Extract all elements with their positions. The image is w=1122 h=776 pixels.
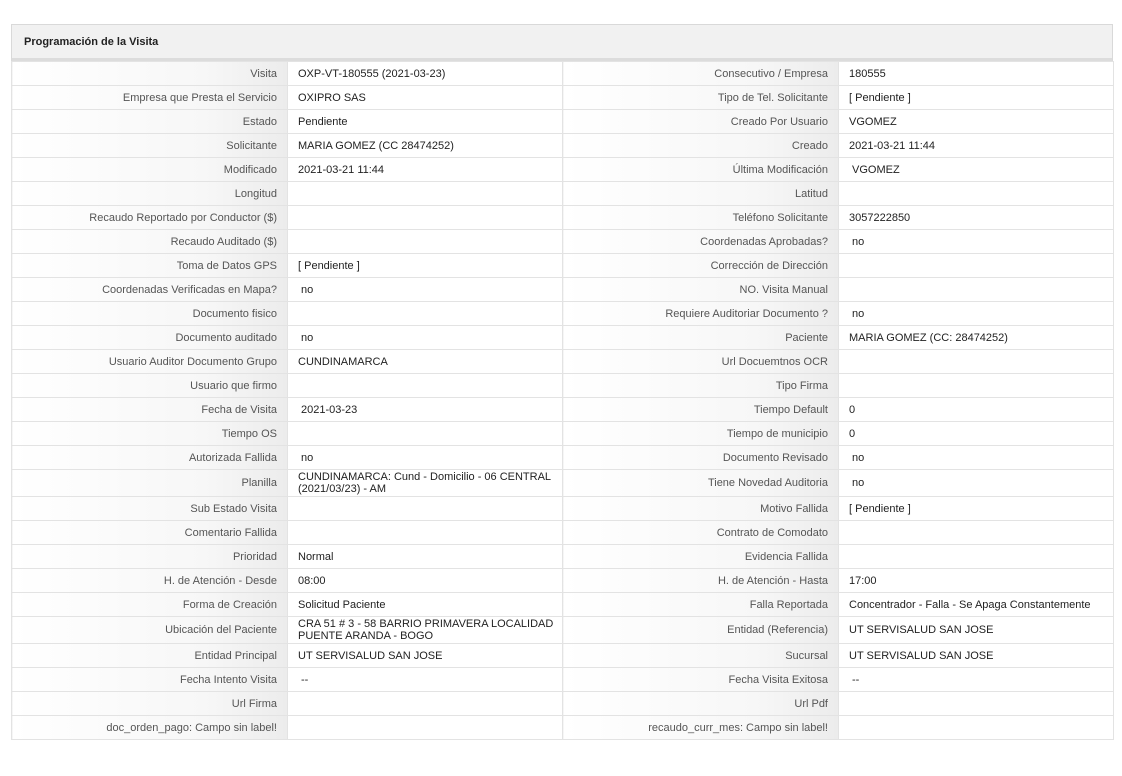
field-value-falla-reportada: Concentrador - Falla - Se Apaga Constantemente [839, 593, 1114, 617]
field-label-tiempo-os: Tiempo OS [12, 422, 288, 446]
field-label-requiere-auditoriar-documento: Requiere Auditoriar Documento ? [563, 302, 839, 326]
field-label-ubicacion-del-paciente: Ubicación del Paciente [12, 617, 288, 644]
field-value-coordenadas-aprobadas: no [839, 230, 1114, 254]
field-label-visita: Visita [12, 62, 288, 86]
table-row [12, 62, 1114, 86]
field-label-recaudo-curr-mes-campo-sin-label: recaudo_curr_mes: Campo sin label! [563, 716, 839, 740]
field-label-sucursal: Sucursal [563, 644, 839, 668]
table-row [12, 422, 1114, 446]
table-row [12, 692, 1114, 716]
field-label-autorizada-fallida: Autorizada Fallida [12, 446, 288, 470]
field-label-ultima-modificacion: Última Modificación [563, 158, 839, 182]
field-label-contrato-de-comodato: Contrato de Comodato [563, 521, 839, 545]
field-value-fecha-intento-visita: -- [288, 668, 563, 692]
field-value-creado-por-usuario: VGOMEZ [839, 110, 1114, 134]
field-value-requiere-auditoriar-documento: no [839, 302, 1114, 326]
field-value-contrato-de-comodato [839, 521, 1114, 545]
field-label-creado-por-usuario: Creado Por Usuario [563, 110, 839, 134]
field-label-consecutivo-empresa: Consecutivo / Empresa [563, 62, 839, 86]
field-label-documento-fisico: Documento fisico [12, 302, 288, 326]
field-value-tipo-de-tel-solicitante: [ Pendiente ] [839, 86, 1114, 110]
field-value-autorizada-fallida: no [288, 446, 563, 470]
field-value-doc-orden-pago-campo-sin-label [288, 716, 563, 740]
field-value-recaudo-auditado [288, 230, 563, 254]
field-label-recaudo-auditado: Recaudo Auditado ($) [12, 230, 288, 254]
table-row [12, 716, 1114, 740]
field-value-latitud [839, 182, 1114, 206]
field-label-coordenadas-aprobadas: Coordenadas Aprobadas? [563, 230, 839, 254]
field-value-entidad-referencia: UT SERVISALUD SAN JOSE [839, 617, 1114, 644]
field-value-telefono-solicitante: 3057222850 [839, 206, 1114, 230]
field-label-h-de-atencion-desde: H. de Atención - Desde [12, 569, 288, 593]
field-label-recaudo-reportado-por-conductor: Recaudo Reportado por Conductor ($) [12, 206, 288, 230]
field-value-sub-estado-visita [288, 497, 563, 521]
table-row [12, 593, 1114, 617]
field-label-motivo-fallida: Motivo Fallida [563, 497, 839, 521]
field-label-sub-estado-visita: Sub Estado Visita [12, 497, 288, 521]
table-row [12, 206, 1114, 230]
field-label-tipo-de-tel-solicitante: Tipo de Tel. Solicitante [563, 86, 839, 110]
field-label-h-de-atencion-hasta: H. de Atención - Hasta [563, 569, 839, 593]
field-value-entidad-principal: UT SERVISALUD SAN JOSE [288, 644, 563, 668]
field-label-longitud: Longitud [12, 182, 288, 206]
table-row [12, 134, 1114, 158]
table-row [12, 470, 1114, 497]
field-value-usuario-que-firmo [288, 374, 563, 398]
field-label-coordenadas-verificadas-en-mapa: Coordenadas Verificadas en Mapa? [12, 278, 288, 302]
field-value-visita: OXP-VT-180555 (2021-03-23) [288, 62, 563, 86]
table-row [12, 446, 1114, 470]
field-value-url-pdf [839, 692, 1114, 716]
field-label-tiene-novedad-auditoria: Tiene Novedad Auditoria [563, 470, 839, 497]
field-label-documento-revisado: Documento Revisado [563, 446, 839, 470]
field-value-motivo-fallida: [ Pendiente ] [839, 497, 1114, 521]
table-row [12, 158, 1114, 182]
field-label-falla-reportada: Falla Reportada [563, 593, 839, 617]
field-label-tipo-firma: Tipo Firma [563, 374, 839, 398]
table-row [12, 110, 1114, 134]
field-label-fecha-visita-exitosa: Fecha Visita Exitosa [563, 668, 839, 692]
field-value-fecha-visita-exitosa: -- [839, 668, 1114, 692]
field-value-toma-de-datos-gps: [ Pendiente ] [288, 254, 563, 278]
field-label-forma-de-creacion: Forma de Creación [12, 593, 288, 617]
field-label-comentario-fallida: Comentario Fallida [12, 521, 288, 545]
field-label-planilla: Planilla [12, 470, 288, 497]
field-label-fecha-de-visita: Fecha de Visita [12, 398, 288, 422]
field-label-evidencia-fallida: Evidencia Fallida [563, 545, 839, 569]
visit-details-table [11, 61, 1114, 740]
field-value-recaudo-curr-mes-campo-sin-label [839, 716, 1114, 740]
field-value-creado: 2021-03-21 11:44 [839, 134, 1114, 158]
field-label-doc-orden-pago-campo-sin-label: doc_orden_pago: Campo sin label! [12, 716, 288, 740]
field-label-url-firma: Url Firma [12, 692, 288, 716]
field-value-modificado: 2021-03-21 11:44 [288, 158, 563, 182]
field-label-usuario-que-firmo: Usuario que firmo [12, 374, 288, 398]
field-label-tiempo-default: Tiempo Default [563, 398, 839, 422]
table-row [12, 497, 1114, 521]
field-value-url-firma [288, 692, 563, 716]
field-value-documento-revisado: no [839, 446, 1114, 470]
field-label-solicitante: Solicitante [12, 134, 288, 158]
field-label-fecha-intento-visita: Fecha Intento Visita [12, 668, 288, 692]
field-label-creado: Creado [563, 134, 839, 158]
field-label-tiempo-de-municipio: Tiempo de municipio [563, 422, 839, 446]
table-row [12, 326, 1114, 350]
table-row [12, 86, 1114, 110]
field-value-empresa-que-presta-el-servicio: OXIPRO SAS [288, 86, 563, 110]
table-row [12, 569, 1114, 593]
field-value-coordenadas-verificadas-en-mapa: no [288, 278, 563, 302]
table-row [12, 374, 1114, 398]
field-value-prioridad: Normal [288, 545, 563, 569]
field-label-correccion-de-direccion: Corrección de Dirección [563, 254, 839, 278]
table-row [12, 182, 1114, 206]
table-row [12, 278, 1114, 302]
panel-title: Programación de la Visita [24, 35, 159, 48]
field-label-telefono-solicitante: Teléfono Solicitante [563, 206, 839, 230]
field-value-usuario-auditor-documento-grupo: CUNDINAMARCA [288, 350, 563, 374]
table-row [12, 254, 1114, 278]
field-value-comentario-fallida [288, 521, 563, 545]
field-label-modificado: Modificado [12, 158, 288, 182]
field-value-sucursal: UT SERVISALUD SAN JOSE [839, 644, 1114, 668]
field-value-h-de-atencion-desde: 08:00 [288, 569, 563, 593]
field-value-evidencia-fallida [839, 545, 1114, 569]
visit-details-body [12, 62, 1114, 740]
table-row [12, 617, 1114, 644]
table-row [12, 398, 1114, 422]
field-label-url-pdf: Url Pdf [563, 692, 839, 716]
field-value-consecutivo-empresa: 180555 [839, 62, 1114, 86]
field-label-entidad-referencia: Entidad (Referencia) [563, 617, 839, 644]
field-label-entidad-principal: Entidad Principal [12, 644, 288, 668]
table-row [12, 644, 1114, 668]
field-value-correccion-de-direccion [839, 254, 1114, 278]
field-value-solicitante: MARIA GOMEZ (CC 28474252) [288, 134, 563, 158]
field-value-ubicacion-del-paciente: CRA 51 # 3 - 58 BARRIO PRIMAVERA LOCALIDAD PUENTE ARANDA - BOGO [288, 617, 563, 644]
panel-header [12, 25, 1112, 61]
field-value-url-docuemtnos-ocr [839, 350, 1114, 374]
field-value-documento-auditado: no [288, 326, 563, 350]
field-value-estado: Pendiente [288, 110, 563, 134]
field-label-latitud: Latitud [563, 182, 839, 206]
field-value-tiempo-os [288, 422, 563, 446]
field-value-forma-de-creacion: Solicitud Paciente [288, 593, 563, 617]
field-label-estado: Estado [12, 110, 288, 134]
table-row [12, 668, 1114, 692]
field-value-tiene-novedad-auditoria: no [839, 470, 1114, 497]
field-label-no-visita-manual: NO. Visita Manual [563, 278, 839, 302]
table-row [12, 302, 1114, 326]
field-label-paciente: Paciente [563, 326, 839, 350]
table-row [12, 230, 1114, 254]
field-value-recaudo-reportado-por-conductor [288, 206, 563, 230]
table-row [12, 521, 1114, 545]
field-value-tipo-firma [839, 374, 1114, 398]
field-label-toma-de-datos-gps: Toma de Datos GPS [12, 254, 288, 278]
field-value-paciente: MARIA GOMEZ (CC: 28474252) [839, 326, 1114, 350]
field-value-documento-fisico [288, 302, 563, 326]
field-label-url-docuemtnos-ocr: Url Docuemtnos OCR [563, 350, 839, 374]
field-label-prioridad: Prioridad [12, 545, 288, 569]
field-label-documento-auditado: Documento auditado [12, 326, 288, 350]
field-value-h-de-atencion-hasta: 17:00 [839, 569, 1114, 593]
field-label-empresa-que-presta-el-servicio: Empresa que Presta el Servicio [12, 86, 288, 110]
field-value-longitud [288, 182, 563, 206]
visit-schedule-panel [11, 24, 1113, 740]
table-row [12, 545, 1114, 569]
field-value-planilla: CUNDINAMARCA: Cund - Domicilio - 06 CENTRAL (2021/03/23) - AM [288, 470, 563, 497]
field-value-ultima-modificacion: VGOMEZ [839, 158, 1114, 182]
field-value-tiempo-de-municipio: 0 [839, 422, 1114, 446]
table-row [12, 350, 1114, 374]
field-value-fecha-de-visita: 2021-03-23 [288, 398, 563, 422]
field-label-usuario-auditor-documento-grupo: Usuario Auditor Documento Grupo [12, 350, 288, 374]
field-value-no-visita-manual [839, 278, 1114, 302]
field-value-tiempo-default: 0 [839, 398, 1114, 422]
